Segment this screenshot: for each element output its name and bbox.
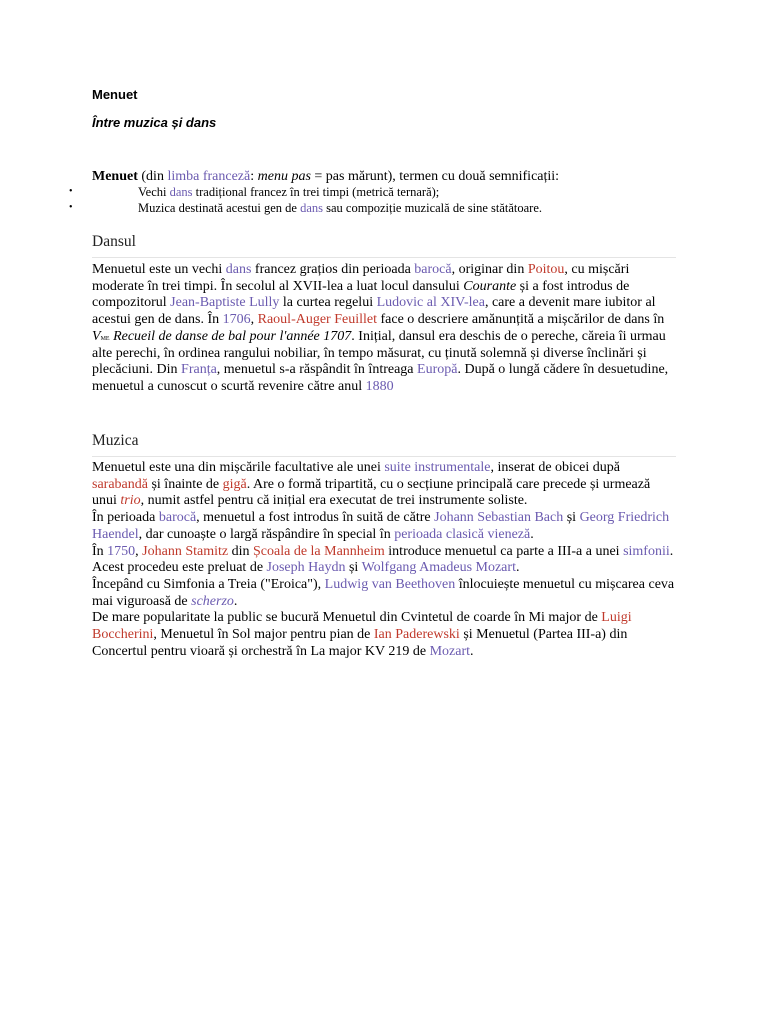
- muzica-paragraph: [92, 510, 676, 543]
- bullet-icon: •: [69, 186, 73, 197]
- link-giga[interactable]: gigă: [222, 476, 247, 492]
- para-text: , dar cunoaște o largă răspândire în special în: [138, 526, 395, 542]
- link-franta[interactable]: Franța: [181, 362, 217, 378]
- italic-recueil: V: [92, 328, 101, 344]
- muzica-paragraph: [92, 610, 676, 660]
- para-text: face o descriere amănunțită a mișcărilor de dans în: [377, 312, 665, 328]
- intro-text: :: [250, 169, 258, 184]
- para-text: Menuetul este una din mișcările facultative ale unei: [92, 460, 385, 475]
- link-stamitz[interactable]: Johann Stamitz: [142, 543, 229, 559]
- para-text: .: [470, 643, 474, 659]
- definition-list: [0, 184, 700, 216]
- link-baroca[interactable]: barocă: [414, 262, 452, 277]
- intro-text: = pas mărunt), termen cu două semnificații:: [310, 169, 560, 184]
- section-heading-dansul: Dansul: [92, 233, 136, 250]
- para-text: ,: [250, 312, 258, 328]
- link-sarabanda[interactable]: sarabandă: [92, 476, 148, 492]
- list-text: tradițional francez în trei timpi (metrică ternară);: [192, 185, 440, 199]
- list-text: sau compoziție muzicală de sine stătătoare.: [323, 201, 543, 215]
- link-ludovic-xiv[interactable]: Ludovic al XIV-lea: [376, 295, 485, 311]
- section-divider: [92, 257, 676, 258]
- link-mozart[interactable]: Mozart: [429, 643, 471, 659]
- link-boccherini[interactable]: Luigi Boccherini: [92, 610, 632, 643]
- para-text: Începând cu Simfonia a Treia ("Eroica"),: [92, 576, 325, 592]
- para-text: În perioada: [92, 510, 159, 526]
- document-title: Menuet: [92, 87, 138, 102]
- section-divider: [92, 456, 676, 457]
- para-text: . Are o formă tripartită, cu o secțiune principală care precede și urmează unui: [92, 476, 651, 509]
- para-text: .: [233, 593, 238, 609]
- muzica-body: [92, 460, 676, 660]
- para-text: ,: [135, 543, 143, 559]
- muzica-paragraph: [92, 577, 676, 610]
- list-text: Muzica destinată acestui gen de: [138, 201, 301, 215]
- link-dans[interactable]: dans: [169, 185, 193, 199]
- para-text: . După o lungă cădere în desuetudine, menuetul a cunoscut o scurtă revenire către anul: [92, 362, 669, 394]
- link-paderewski[interactable]: Ian Paderewski: [373, 627, 460, 643]
- para-text: din: [228, 543, 253, 559]
- intro-text: (din: [137, 169, 168, 184]
- para-text: , menuetul a fost introdus în suită de către: [196, 510, 435, 526]
- para-text: , care a devenit mare iubitor al acestui gen de dans. În: [92, 295, 656, 328]
- para-text: și a fost introdus de compozitorul: [92, 278, 630, 311]
- link-scherzo[interactable]: scherzo: [191, 593, 234, 609]
- para-text: De mare popularitate la public se bucură Menuetul din Cvintetul de coarde în Mi major de: [92, 610, 602, 626]
- link-bach[interactable]: Johann Sebastian Bach: [434, 510, 564, 526]
- link-poitou[interactable]: Poitou: [527, 262, 565, 277]
- link-haydn[interactable]: Joseph Haydn: [266, 560, 346, 576]
- link-beethoven[interactable]: Ludwig van Beethoven: [324, 576, 456, 592]
- para-text: înlocuiește menuetul cu mișcarea ceva mai viguroasă de: [92, 576, 675, 609]
- para-text: Menuetul este un vechi: [92, 262, 226, 277]
- para-text: .: [515, 560, 520, 576]
- link-scoala-mannheim[interactable]: Școala de la Mannheim: [253, 543, 385, 559]
- link-simfonii[interactable]: simfonii: [623, 543, 670, 559]
- document-subtitle: Între muzica și dans: [92, 115, 217, 130]
- para-text: , inserat de obicei după: [490, 460, 620, 475]
- para-text: la curtea regelui: [279, 295, 377, 311]
- bullet-icon: •: [69, 202, 73, 213]
- para-text: , cu mișcări moderate în trei timpi. În secolul al XVII-lea a luat locul dansului: [92, 262, 630, 294]
- italic-recueil: Recueil de danse de bal pour l'année 1707: [109, 328, 352, 344]
- para-text: introduce menuetul ca parte a III-a a unei: [384, 543, 624, 559]
- link-lully[interactable]: Jean-Baptiste Lully: [170, 295, 280, 311]
- link-trio[interactable]: trio: [120, 493, 141, 509]
- para-text: , numit astfel pentru că inițial era executat de trei instrumente soliste.: [140, 493, 528, 509]
- link-limba-franceza[interactable]: limba franceză: [167, 169, 251, 184]
- muzica-paragraph: [92, 460, 676, 510]
- list-item: [0, 184, 700, 200]
- para-text: și: [563, 510, 580, 526]
- link-suite-instrumentale[interactable]: suite instrumentale: [384, 460, 491, 475]
- link-1706[interactable]: 1706: [222, 312, 251, 328]
- link-1750[interactable]: 1750: [107, 543, 136, 559]
- italic-courante: Courante: [463, 278, 517, 294]
- link-dans[interactable]: dans: [225, 262, 252, 277]
- superscript-me: me: [100, 331, 110, 342]
- para-text: . Acest procedeu este preluat de: [92, 543, 674, 576]
- list-item-text: [138, 184, 439, 200]
- para-text: și Menuetul (Partea III-a) din Concertul pentru vioară și orchestră în La major KV 219 de: [92, 627, 628, 659]
- intro-term: Menuet: [92, 169, 138, 184]
- link-mozart[interactable]: Wolfgang Amadeus Mozart: [361, 560, 516, 576]
- para-text: În: [92, 543, 108, 559]
- para-text: francez grațios din perioada: [251, 262, 415, 277]
- para-text: și înainte de: [147, 476, 223, 492]
- link-dans[interactable]: dans: [300, 201, 324, 215]
- section-heading-muzica: Muzica: [92, 432, 139, 449]
- intro-italic: menu pas: [257, 169, 311, 184]
- list-item: [0, 200, 700, 216]
- link-baroca[interactable]: barocă: [158, 510, 197, 526]
- list-item-text: [138, 200, 542, 216]
- para-text: , Menuetul în Sol major pentru pian de: [153, 627, 374, 643]
- para-text: și: [345, 560, 362, 576]
- list-text: Vechi: [138, 185, 170, 199]
- link-feuillet[interactable]: Raoul-Auger Feuillet: [257, 312, 377, 328]
- link-haendel[interactable]: Georg Friedrich Haendel: [92, 510, 670, 542]
- link-1880[interactable]: 1880: [365, 378, 394, 394]
- para-text: .: [530, 526, 534, 542]
- para-text: , menuetul s-a răspândit în întreaga: [216, 362, 418, 378]
- para-text: . Inițial, dansul era deschis de o pereche, căreia îi urmau alte perechi, în ordinea rangului nobiliar, în tempo măsurat, cu ținută solemnă și diverse înclinări și plecăciuni. Din: [92, 328, 666, 378]
- link-perioada-clasica[interactable]: perioada clasică vieneză: [394, 526, 531, 542]
- link-europa[interactable]: Europă: [417, 362, 458, 378]
- muzica-paragraph: [92, 544, 676, 577]
- dansul-paragraph: [92, 262, 676, 396]
- para-text: , originar din: [451, 262, 528, 277]
